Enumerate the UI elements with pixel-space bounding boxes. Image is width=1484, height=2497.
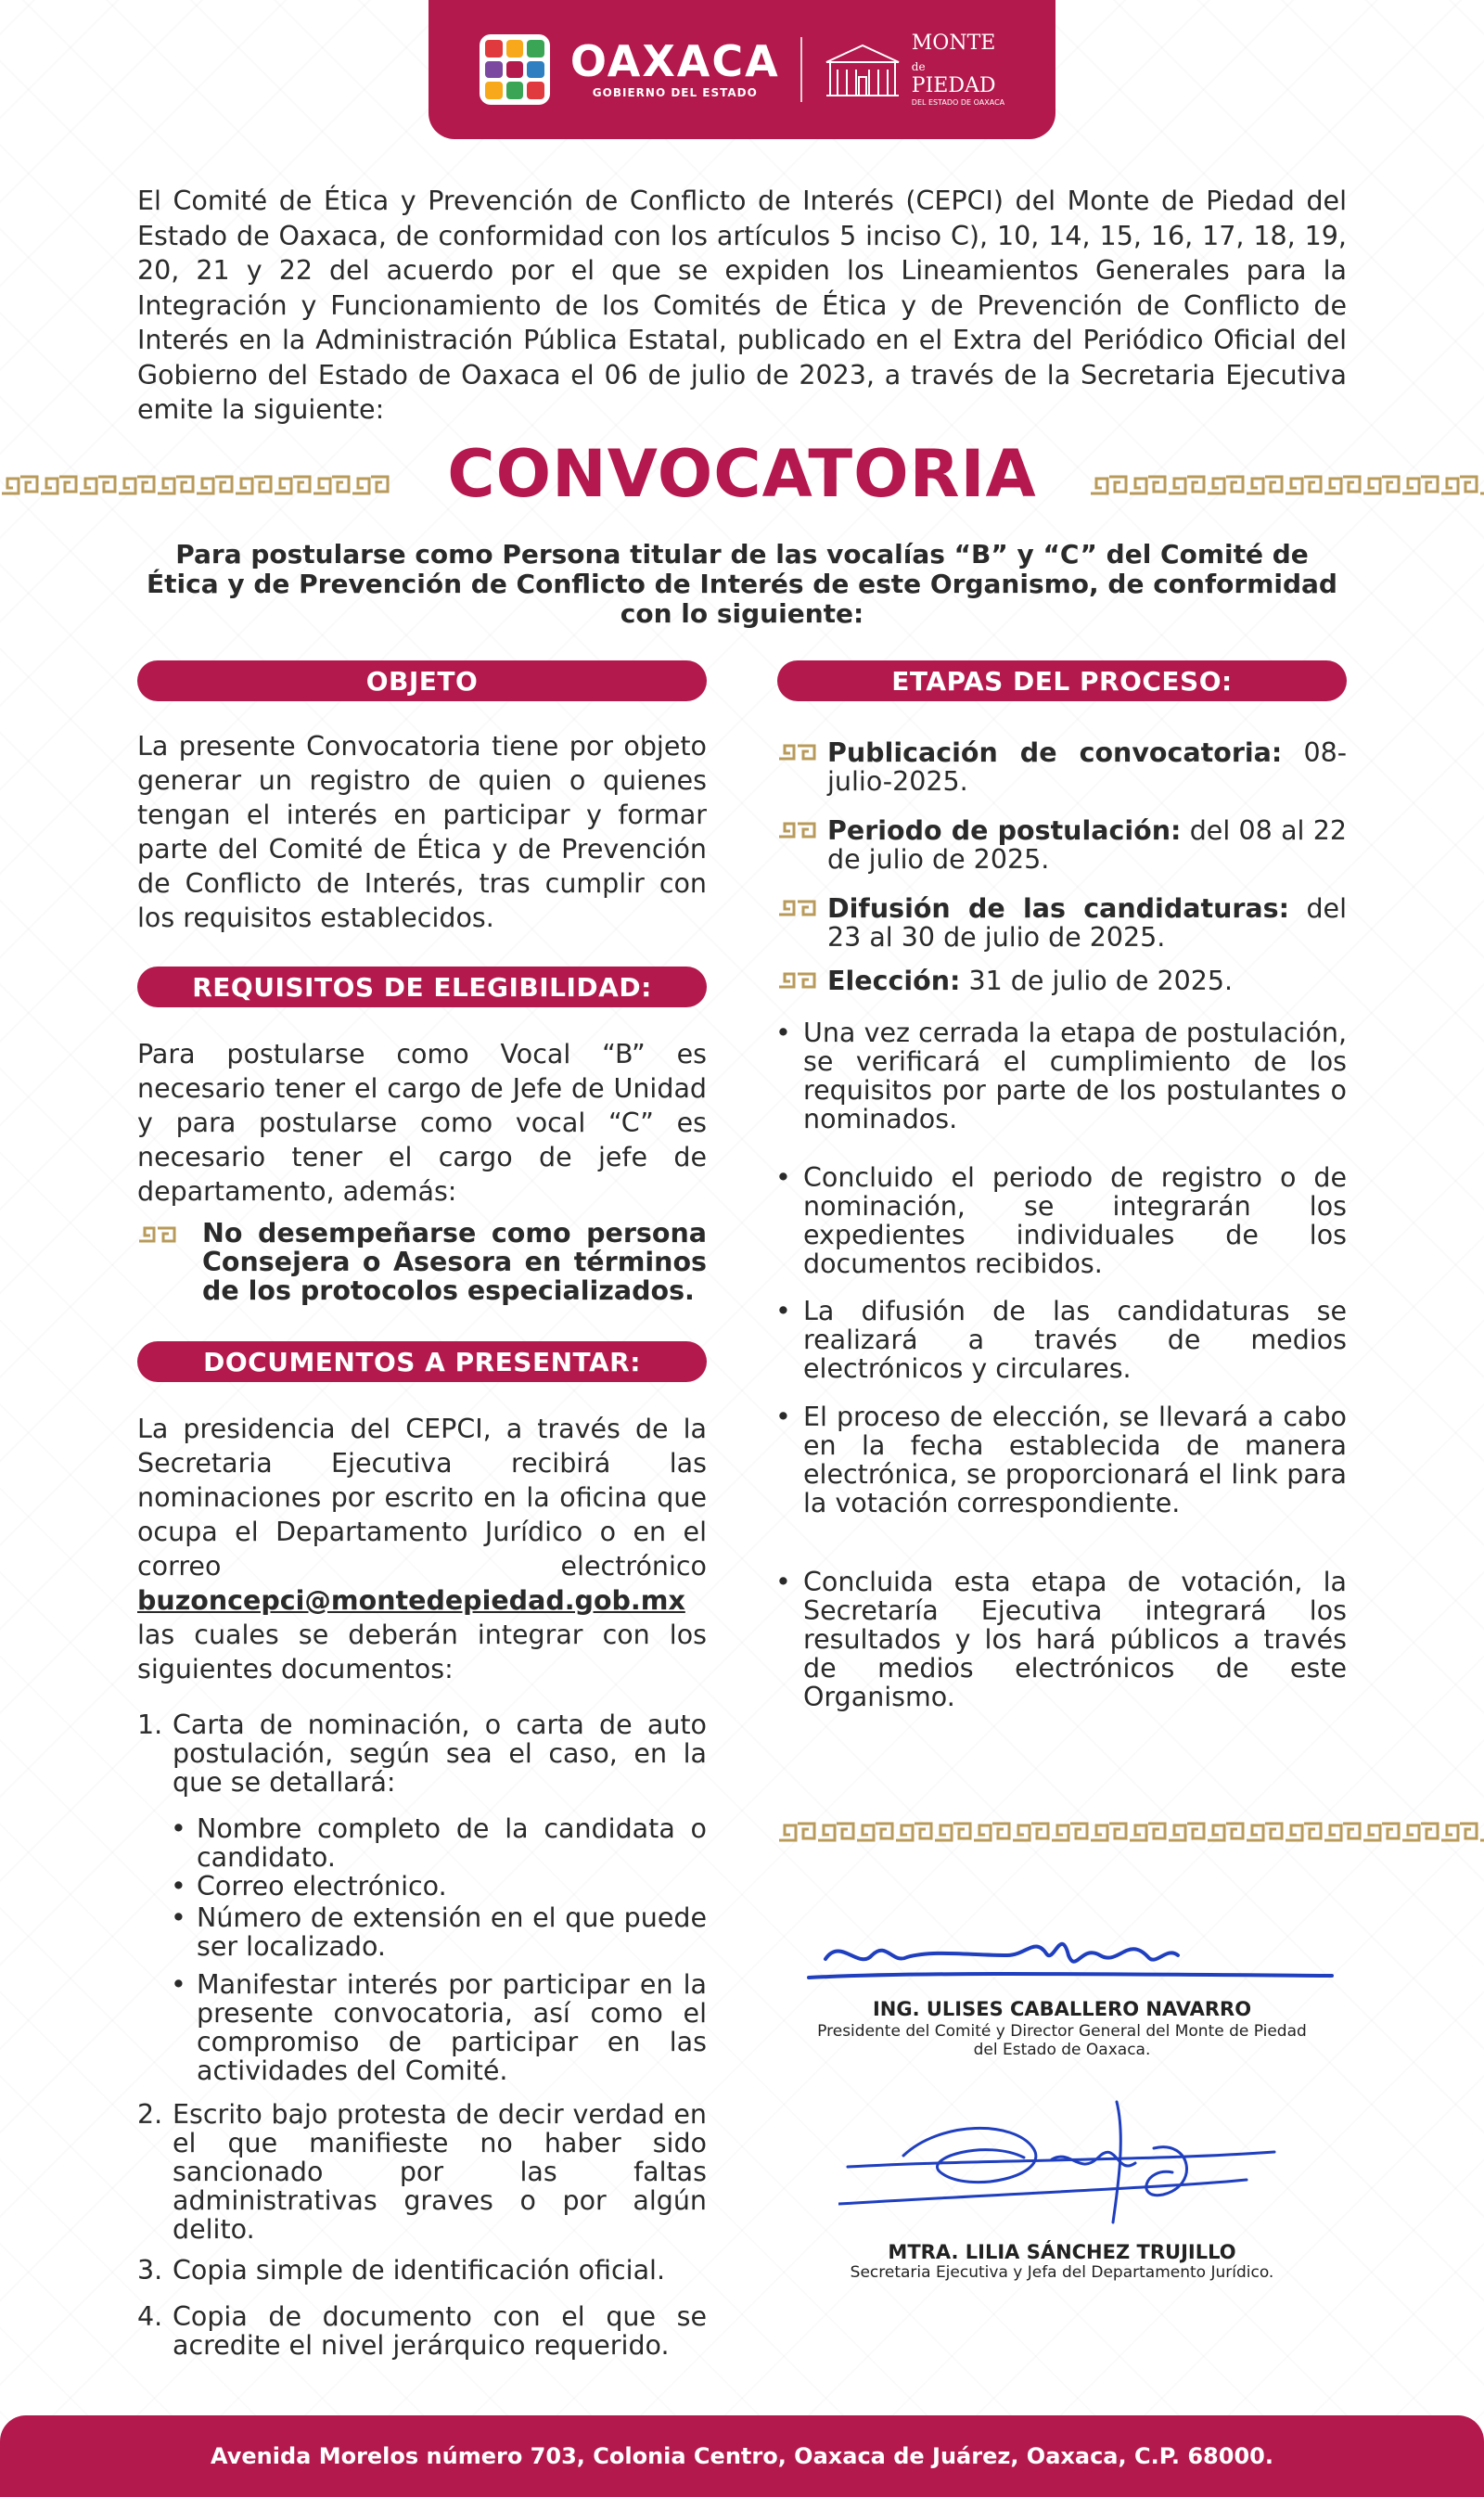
stage-label: Difusión de las candidaturas: xyxy=(827,893,1290,924)
stage-value: 08-julio-2025. xyxy=(827,737,1347,797)
stage-value: del 23 al 30 de julio de 2025. xyxy=(827,893,1347,953)
greca-bullet-icon xyxy=(777,742,818,762)
greca-right-lower-icon xyxy=(777,1820,1484,1844)
doc-item: Escrito bajo protesta de decir verdad en el que manifieste no haber sido sancionado por las faltas administrativas graves o por algún delito. xyxy=(173,2099,707,2245)
objeto-text: La presente Convocatoria tiene por objeto generar un registro de quien o quienes tengan el interés en participar y formar parte del Comité de Ética y de Prevención de Conflicto de Interés, tras cumplir con los requisitos establecidos. xyxy=(137,731,707,933)
oaxaca-logo-icon xyxy=(480,34,550,105)
stage-value: del 08 al 22 de julio de 2025. xyxy=(827,815,1348,875)
doc-subitem-text: Número de extensión en el que puede ser localizado. xyxy=(197,1902,707,1962)
monte-de-piedad-logo xyxy=(823,32,1004,108)
requisitos-heading: REQUISITOS DE ELEGIBILIDAD: xyxy=(137,967,707,1007)
greca-bullet-icon xyxy=(777,970,818,991)
intro-paragraph: El Comité de Ética y Prevención de Conflicto de Interés (CEPCI) del Monte de Piedad del Estado de Oaxaca, de conformidad con los artículos 5 inciso C), 10, 14, 15, 16, 17, 18, 19, 20, 21 y 22 del acuerdo por el que se expiden los Lineamientos Generales para la Integración y Funcionamiento de los Comités de Ética y de Prevención de Conflicto de Interés en la Administración Pública Estatal, publicado en el Extra del Periódico Oficial del Gobierno del Estado de Oaxaca el 06 de julio de 2023, a través de la Secretaria Ejecutiva emite la siguiente: xyxy=(137,186,1347,425)
stage-label: Elección: xyxy=(827,966,961,996)
requisitos-item: No desempeñarse como persona Consejera o Asesora en términos de los protocolos especializados. xyxy=(202,1218,707,1306)
email-link[interactable]: buzoncepci@montedepiedad.gob.mx xyxy=(137,1585,685,1616)
greca-bullet-icon xyxy=(777,898,818,918)
process-bullet-text: El proceso de elección, se llevará a cabo en la fecha establecida de manera electrónica, se proporcionará el link para la votación correspondiente. xyxy=(803,1402,1347,1518)
process-bullet: • La difusión de las candidaturas se realizará a través de medios electrónicos y circulares. xyxy=(775,1296,1347,1384)
objeto-heading: OBJETO xyxy=(137,660,707,701)
stage-item xyxy=(827,738,1347,796)
doc-item: Carta de nominación, o carta de auto postulación, según sea el caso, en la que se detallará: xyxy=(173,1709,707,1798)
process-bullet-text: Concluida esta etapa de votación, la Secretaría Ejecutiva integrará los resultados y los hará públicos a través de medios electrónicos de este Organismo. xyxy=(803,1567,1347,1712)
documentos-text-before: La presidencia del CEPCI, a través de la Secretaria Ejecutiva recibirá las nominaciones por escrito en la oficina que ocupa el Departamento Jurídico o en el correo electrónico xyxy=(137,1414,707,1581)
requisitos-text: Para postularse como Vocal “B” es necesario tener el cargo de Jefe de Unidad y para postularse como vocal “C” es necesario tener el cargo de jefe de departamento, además: xyxy=(137,1039,707,1207)
doc-subitem: • Manifestar interés por participar en la presente convocatoria, así como el compromiso de participar en las actividades del Comité. xyxy=(171,1969,707,2086)
doc-num: 3. xyxy=(137,2255,163,2286)
page-title: CONVOCATORIA xyxy=(447,436,1037,512)
partner-line2: de xyxy=(911,59,926,73)
doc-subitem: • Número de extensión en el que puede ser localizado. xyxy=(171,1902,707,1962)
etapas-heading: ETAPAS DEL PROCESO: xyxy=(777,660,1347,701)
doc-subitem-text: Correo electrónico. xyxy=(197,1871,447,1902)
brand-name: OAXACA xyxy=(569,36,780,86)
stage-value: 31 de julio de 2025. xyxy=(960,966,1234,996)
doc-subitem-text: Nombre completo de la candidata o candidato. xyxy=(197,1813,707,1873)
partner-line3: PIEDAD xyxy=(911,73,996,97)
process-bullet-text: Concluido el periodo de registro o de nominación, se integrarán los expedientes individuales de los documentos recibidos. xyxy=(803,1162,1347,1279)
signature-2-role: Secretaria Ejecutiva y Jefa del Departamento Jurídico. xyxy=(850,2263,1274,2282)
subtitle: Para postularse como Persona titular de las vocalías “B” y “C” del Comité de Ética y de Prevención de Conflicto de Interés de este Organismo, de conformidad con lo siguiente: xyxy=(147,539,1337,629)
doc-subitem: • Correo electrónico. xyxy=(171,1871,447,1902)
documentos-text xyxy=(137,1412,707,1686)
building-icon xyxy=(823,40,902,99)
partner-line1: MONTE xyxy=(911,31,996,55)
process-bullet: • Concluido el periodo de registro o de nominación, se integrarán los expedientes individuales de los documentos recibidos. xyxy=(775,1162,1347,1279)
doc-subitem: • Nombre completo de la candidata o candidato. xyxy=(171,1813,707,1873)
signature-2-icon xyxy=(838,2083,1287,2241)
stage-item xyxy=(827,894,1347,952)
process-bullet-text: La difusión de las candidaturas se realizará a través de medios electrónicos y circulares. xyxy=(803,1296,1347,1384)
doc-item: Copia simple de identificación oficial. xyxy=(173,2255,666,2286)
process-bullet: • Concluida esta etapa de votación, la Secretaría Ejecutiva integrará los resultados y los hará públicos a través de medios electrónicos de este Organismo. xyxy=(775,1567,1347,1712)
partner-small: DEL ESTADO DE OAXACA xyxy=(911,97,1005,107)
signature-1-role: Presidente del Comité y Director General del Monte de Piedad del Estado de Oaxaca. xyxy=(817,2022,1307,2059)
signature-1-icon xyxy=(803,1918,1336,1996)
process-bullet: • Una vez cerrada la etapa de postulación, se verificará el cumplimiento de los requisitos por parte de los postulantes o nominados. xyxy=(775,1018,1347,1134)
signature-1-name: ING. ULISES CABALLERO NAVARRO xyxy=(872,1998,1252,2020)
signature-2-name: MTRA. LILIA SÁNCHEZ TRUJILLO xyxy=(888,2241,1236,2263)
process-bullet-text: Una vez cerrada la etapa de postulación, se verificará el cumplimiento de los requisitos por parte de los postulantes o nominados. xyxy=(803,1018,1347,1134)
stage-item xyxy=(827,967,1347,995)
header-banner xyxy=(429,0,1055,139)
stage-label: Periodo de postulación: xyxy=(827,815,1182,846)
doc-num: 4. xyxy=(137,2301,163,2332)
doc-num: 1. xyxy=(137,1709,163,1740)
process-bullet: • El proceso de elección, se llevará a cabo en la fecha establecida de manera electrónica, se proporcionará el link para la votación correspondiente. xyxy=(775,1402,1347,1518)
doc-subitem-text: Manifestar interés por participar en la presente convocatoria, así como el compromiso de participar en las actividades del Comité. xyxy=(197,1969,707,2086)
doc-item: Copia de documento con el que se acredite el nivel jerárquico requerido. xyxy=(173,2301,707,2361)
doc-num: 2. xyxy=(137,2099,163,2130)
greca-left-icon xyxy=(0,473,390,497)
stage-label: Publicación de convocatoria: xyxy=(827,737,1283,768)
stage-item xyxy=(827,816,1347,874)
documentos-text-after: las cuales se deberán integrar con los siguientes documentos: xyxy=(137,1620,707,1684)
brand xyxy=(569,36,780,99)
brand-sub: GOBIERNO DEL ESTADO xyxy=(592,86,758,99)
greca-right-icon xyxy=(1089,473,1484,497)
footer-address: Avenida Morelos número 703, Colonia Centro, Oaxaca de Juárez, Oaxaca, C.P. 68000. xyxy=(0,2415,1484,2497)
documentos-heading: DOCUMENTOS A PRESENTAR: xyxy=(137,1341,707,1382)
greca-bullet-icon xyxy=(137,1224,178,1245)
header-divider xyxy=(800,37,802,102)
greca-bullet-icon xyxy=(777,820,818,840)
